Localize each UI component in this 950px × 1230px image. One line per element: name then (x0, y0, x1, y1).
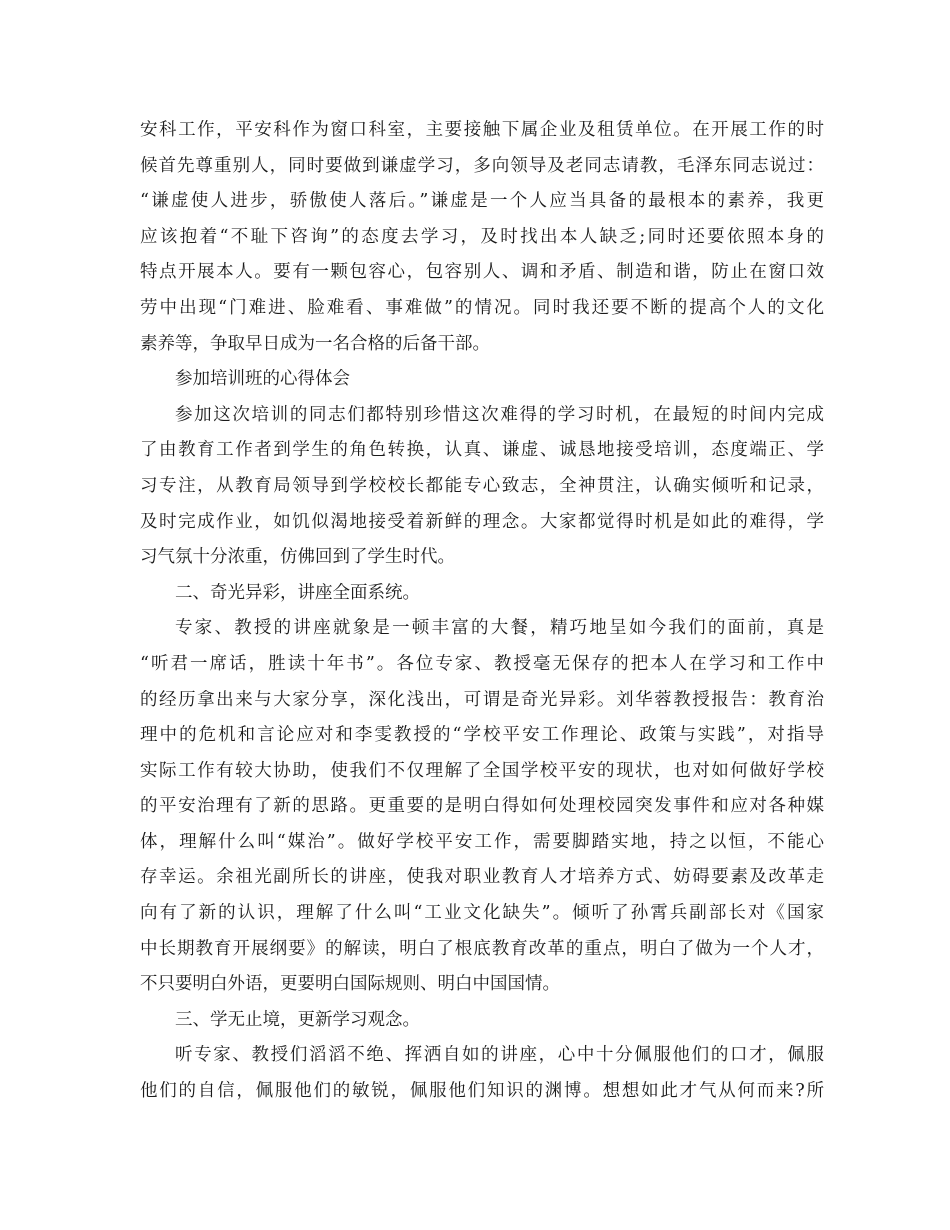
text-line: 应该抱着“不耻下咨询”的态度去学习，及时找出本人缺乏;同时还要依照本身的 (140, 226, 824, 247)
text-line: 特点开展本人。要有一颗包容心，包容别人、调和矛盾、制造和谐，防止在窗口效 (140, 262, 824, 283)
text-line: 三、学无止境，更新学习观念。 (175, 1009, 420, 1030)
text-line: 体，理解什么叫“媒治”。做好学校平安工作，需要脚踏实地，持之以恒，不能心 (140, 831, 824, 852)
text-line: 了由教育工作者到学生的角色转换，认真、谦虚、诚恳地接受培训，态度端正、学 (140, 440, 824, 461)
text-line: 的经历拿出来与大家分享，深化浅出，可谓是奇光异彩。刘华蓉教授报告：教育治 (140, 689, 824, 710)
text-line: 候首先尊重别人，同时要做到谦虚学习，多向领导及老同志请教，毛泽东同志说过： (140, 155, 824, 176)
text-line: 向有了新的认识，理解了什么叫“工业文化缺失”。倾听了孙霄兵副部长对《国家 (140, 903, 824, 924)
text-line: “谦虚使人进步，骄傲使人落后。”谦虚是一个人应当具备的最根本的素养，我更 (140, 191, 824, 212)
text-line: 专家、教授的讲座就象是一顿丰富的大餐，精巧地呈如今我们的面前，真是 (175, 618, 824, 639)
text-line: 中长期教育开展纲要》的解读，明白了根底教育改革的重点，明白了做为一个人才， (140, 938, 824, 959)
text-line: 及时完成作业，如饥似渴地接受着新鲜的理念。大家都觉得时机是如此的难得，学 (140, 511, 824, 532)
text-line: 参加培训班的心得体会 (175, 369, 350, 390)
text-line: 存幸运。余祖光副所长的讲座，使我对职业教育人才培养方式、妨碍要素及改革走 (140, 867, 824, 888)
text-line: 他们的自信，佩服他们的敏锐，佩服他们知识的渊博。想想如此才气从何而来?所 (140, 1081, 824, 1102)
text-line: 听专家、教授们滔滔不绝、挥洒自如的讲座，心中十分佩服他们的口才，佩服 (175, 1045, 824, 1066)
text-line: 素养等，争取早日成为一名合格的后备干部。 (140, 333, 490, 354)
text-line: 劳中出现“门难进、脸难看、事难做”的情况。同时我还要不断的提高个人的文化 (140, 297, 824, 318)
text-line: 实际工作有较大协助，使我们不仅理解了全国学校平安的现状，也对如何做好学校 (140, 760, 824, 781)
text-line: 参加这次培训的同志们都特别珍惜这次难得的学习时机，在最短的时间内完成 (175, 404, 824, 425)
document-body (140, 113, 824, 1110)
text-line: 二、奇光异彩，讲座全面系统。 (175, 582, 420, 603)
text-line: 习专注，从教育局领导到学校校长都能专心致志，全神贯注，认确实倾听和记录， (140, 475, 824, 496)
text-line: 习气氛十分浓重，仿佛回到了学生时代。 (140, 547, 455, 568)
text-line: “听君一席话，胜读十年书”。各位专家、教授毫无保存的把本人在学习和工作中 (140, 653, 824, 674)
text-line: 不只要明白外语，更要明白国际规则、明白中国国情。 (140, 974, 560, 995)
text-line: 的平安治理有了新的思路。更重要的是明白得如何处理校园突发事件和应对各种媒 (140, 796, 824, 817)
text-line: 安科工作，平安科作为窗口科室，主要接触下属企业及租赁单位。在开展工作的时 (140, 120, 824, 140)
text-line: 理中的危机和言论应对和李雯教授的“学校平安工作理论、政策与实践”，对指导 (140, 725, 824, 746)
